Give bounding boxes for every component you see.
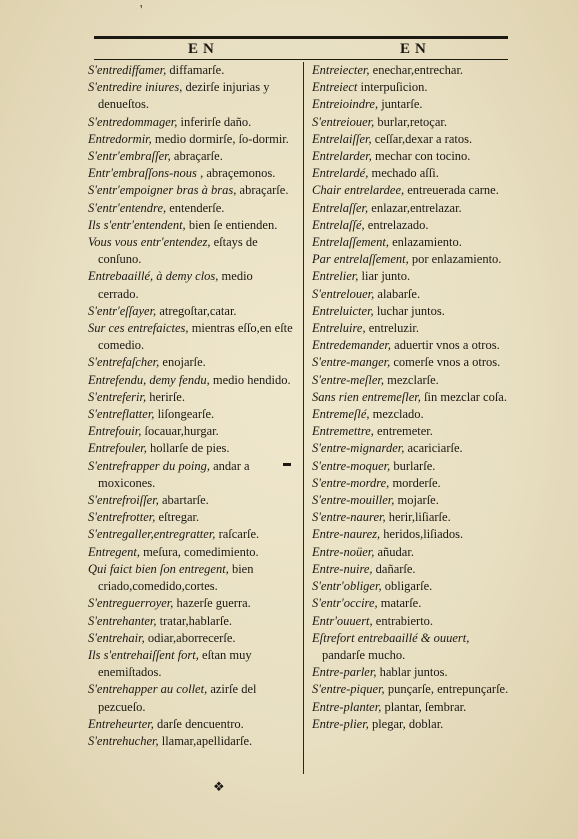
entry-gloss: enlazar,entrelazar. <box>368 200 462 215</box>
entry-gloss: obligarſe. <box>381 579 433 594</box>
dictionary-entry <box>88 440 296 457</box>
entry-term: Entre-naurez, <box>312 527 381 542</box>
entry-term: Entrefouler, <box>88 441 147 456</box>
dictionary-entry <box>88 716 296 733</box>
entry-gloss: entrelazado. <box>364 217 429 232</box>
entry-term: Qui faict bien ſon entregent, <box>88 561 229 576</box>
entry-gloss: odiar,aborrecerſe. <box>144 630 236 645</box>
entry-gloss: eſtays de conſuno. <box>98 235 258 267</box>
entry-term: S'entr'obliger, <box>312 579 382 594</box>
entry-term: Vous vous entr'entendez, <box>88 235 211 250</box>
running-head-right: EN <box>400 41 431 57</box>
entry-term: Entrelier, <box>312 269 359 284</box>
entry-term: S'entredommager, <box>88 114 178 129</box>
dictionary-entry <box>312 492 512 509</box>
dictionary-entry <box>88 148 296 165</box>
dictionary-entry <box>312 423 512 440</box>
entry-term: S'entreguerroyer, <box>88 596 174 611</box>
entry-gloss: matarſe. <box>377 596 422 611</box>
entry-term: Entredemander, <box>312 338 392 353</box>
entry-term: Entrelaſſement, <box>312 235 389 250</box>
entry-term: Eſtrefort entrebaaillé & ouuert, <box>312 630 470 645</box>
entry-gloss: medio cerrado. <box>98 269 253 301</box>
entry-gloss: heridos,liſiados. <box>380 527 464 542</box>
entry-term: Entr'ouuert, <box>312 613 373 628</box>
entry-term: S'entr'occire, <box>312 596 378 611</box>
dictionary-entry <box>312 62 512 79</box>
dictionary-entry <box>88 217 296 234</box>
entry-gloss: liſongearſe. <box>154 407 215 422</box>
dictionary-entry <box>312 681 512 698</box>
entry-gloss: ceſſar,dexar a ratos. <box>371 131 473 146</box>
dictionary-entry <box>88 613 296 630</box>
entry-term: S'entrelouer, <box>312 286 375 301</box>
entry-gloss: entremeter. <box>373 424 433 439</box>
dictionary-entry <box>312 406 512 423</box>
entry-term: S'entr'eſſayer, <box>88 303 157 318</box>
entry-term: S'entr'empoigner bras à bras, <box>88 183 237 198</box>
entry-gloss: medio dormirſe, ſo-dormir. <box>151 131 289 146</box>
entry-term: Entrebaaillé, à demy clos, <box>88 269 219 284</box>
entry-gloss: bien criado,comedido,cortes. <box>98 561 254 594</box>
entry-term: Entrelaſſer, <box>312 200 369 215</box>
entry-term: S'entre-moquer, <box>312 458 391 473</box>
entry-gloss: aduertir vnos a otros. <box>391 338 500 353</box>
dictionary-entry <box>312 544 512 561</box>
dictionary-entry <box>88 182 296 199</box>
entry-gloss: dezirſe injurias y denueſtos. <box>98 80 270 112</box>
entry-term: S'entreferir, <box>88 389 147 404</box>
entry-term: Entre-noüer, <box>312 544 375 559</box>
entry-gloss: enechar,entrechar. <box>369 63 464 77</box>
dictionary-entry <box>88 320 296 354</box>
entry-term: Entremeſlé, <box>312 407 370 422</box>
dictionary-entry <box>88 423 296 440</box>
entry-term: S'entre-naurer, <box>312 510 386 525</box>
dictionary-entry <box>312 458 512 475</box>
dictionary-entry <box>88 733 296 750</box>
dictionary-entry <box>88 595 296 612</box>
entry-term: Entreheurter, <box>88 716 154 731</box>
dictionary-entry <box>312 561 512 578</box>
dictionary-entry <box>312 303 512 320</box>
entry-term: S'entrefroiſſer, <box>88 493 159 508</box>
entry-gloss: hazerſe guerra. <box>173 596 251 611</box>
entry-gloss: luchar juntos. <box>373 303 445 318</box>
dictionary-entry <box>312 595 512 612</box>
entry-term: S'entregaller,entregratter, <box>88 527 216 542</box>
entry-term: Ils s'entrehaiſſent fort, <box>88 647 199 662</box>
dictionary-entry <box>312 337 512 354</box>
entry-gloss: juntarſe. <box>378 97 423 112</box>
dictionary-entry <box>88 544 296 561</box>
entry-gloss: alabarſe. <box>374 286 421 301</box>
entry-gloss: mezclarſe. <box>383 372 439 387</box>
entry-gloss: mojarſe. <box>394 493 439 508</box>
entry-gloss: andar a moxicones. <box>98 458 250 490</box>
dictionary-entry <box>88 165 296 182</box>
dictionary-entry <box>88 561 296 595</box>
entry-term: Entre-planter, <box>312 699 382 714</box>
entry-term: S'entr'embraſſer, <box>88 149 171 164</box>
entry-gloss: comerſe vnos a otros. <box>390 355 501 370</box>
dictionary-entry <box>312 114 512 131</box>
entry-gloss: punçarſe, entrepunçarſe. <box>384 682 509 697</box>
dictionary-entry <box>88 268 296 302</box>
entry-gloss: , abraçemonos. <box>196 166 276 181</box>
entry-gloss: entrabierto. <box>372 613 434 628</box>
dictionary-entry <box>88 458 296 492</box>
entry-term: S'entre-mordre, <box>312 475 390 490</box>
entry-gloss: herir,liſiarſe. <box>385 510 451 525</box>
entry-term: Entre-plier, <box>312 716 369 731</box>
entry-term: S'entr'entendre, <box>88 200 167 215</box>
entry-term: Entrelaſſé, <box>312 217 365 232</box>
entry-term: S'entrehanter, <box>88 613 157 628</box>
entry-term: S'entrediffamer, <box>88 63 167 77</box>
entry-gloss: medio hendido. <box>209 372 291 387</box>
entry-term: Entreluicter, <box>312 303 374 318</box>
entry-gloss: dañarſe. <box>372 561 416 576</box>
entry-term: Entr'embraſſons-nous <box>88 166 197 181</box>
dictionary-entry <box>312 630 512 664</box>
entry-gloss: mechado aſſi. <box>368 166 439 181</box>
entry-gloss: abraçarſe. <box>170 149 223 164</box>
entry-term: Entregent, <box>88 544 140 559</box>
entry-term: S'entrehapper au collet, <box>88 682 208 697</box>
dictionary-entry <box>88 62 296 79</box>
left-column <box>88 62 296 750</box>
entry-gloss: llamar,apellidarſe. <box>158 733 253 748</box>
entry-term: S'entre-piquer, <box>312 682 385 697</box>
entry-gloss: enojarſe. <box>159 355 206 370</box>
entry-term: Entreiect <box>312 80 358 95</box>
entry-gloss: morderſe. <box>389 475 441 490</box>
entry-term: S'entrehair, <box>88 630 145 645</box>
dictionary-entry <box>312 268 512 285</box>
entry-term: S'entreflatter, <box>88 407 155 422</box>
dictionary-entry <box>312 79 512 96</box>
entry-term: Entreiecter, <box>312 63 370 77</box>
dictionary-entry <box>88 389 296 406</box>
entry-gloss: interpuſicion. <box>357 80 428 95</box>
entry-term: Entrefouir, <box>88 424 142 439</box>
dictionary-entry <box>312 389 512 406</box>
dictionary-entry <box>312 578 512 595</box>
entry-gloss: plantar, ſembrar. <box>381 699 467 714</box>
dictionary-entry <box>312 320 512 337</box>
entry-term: Entreluire, <box>312 321 366 336</box>
entry-term: S'entrefrotter, <box>88 510 156 525</box>
entry-gloss: tratar,hablarſe. <box>156 613 233 628</box>
dictionary-entry <box>312 96 512 113</box>
entry-gloss: hollarſe de pies. <box>146 441 230 456</box>
dictionary-entry <box>312 716 512 733</box>
entry-gloss: burlarſe. <box>390 458 436 473</box>
dictionary-entry <box>88 372 296 389</box>
entry-term: Entrefendu, demy fendu, <box>88 372 210 387</box>
entry-gloss: hablar juntos. <box>376 665 448 680</box>
entry-gloss: ſin mezclar coſa. <box>420 389 507 404</box>
dictionary-entry <box>312 200 512 217</box>
dictionary-entry <box>312 131 512 148</box>
entry-gloss: liar junto. <box>358 269 411 284</box>
entry-gloss: abraçarſe. <box>236 183 289 198</box>
dictionary-entry <box>88 492 296 509</box>
entry-gloss: atregoſtar,catar. <box>156 303 237 318</box>
dictionary-entry <box>88 406 296 423</box>
dictionary-entry <box>312 234 512 251</box>
entry-gloss: meſura, comedimiento. <box>139 544 259 559</box>
entry-term: S'entre-meſler, <box>312 372 384 387</box>
dictionary-entry <box>312 613 512 630</box>
column-divider <box>303 62 304 774</box>
entry-term: Ils s'entr'entendent, <box>88 217 186 232</box>
entry-gloss: raſcarſe. <box>215 527 260 542</box>
entry-term: Entredormir, <box>88 131 152 146</box>
entry-term: S'entrefrapper du poing, <box>88 458 210 473</box>
entry-gloss: añudar. <box>374 544 414 559</box>
entry-gloss: inferirſe daño. <box>177 114 252 129</box>
entry-gloss: plegar, doblar. <box>368 716 444 731</box>
entry-gloss: acariciarſe. <box>404 441 463 456</box>
entry-term: Sur ces entrefaictes, <box>88 321 189 336</box>
dictionary-entry <box>88 630 296 647</box>
dictionary-entry <box>88 509 296 526</box>
entry-gloss: diffamarſe. <box>166 63 225 77</box>
entry-gloss: entreuerada carne. <box>404 183 499 198</box>
dictionary-entry <box>88 526 296 543</box>
entry-gloss: pandarſe mucho. <box>322 647 406 662</box>
entry-gloss: herirſe. <box>146 389 185 404</box>
entry-gloss: entenderſe. <box>166 200 225 215</box>
dictionary-entry <box>312 475 512 492</box>
entry-term: Entremettre, <box>312 424 374 439</box>
right-column <box>312 62 512 733</box>
footer-ornament: ❖ <box>213 779 225 794</box>
entry-term: S'entreiouer, <box>312 114 375 129</box>
dictionary-entry <box>312 509 512 526</box>
running-head-left: EN <box>188 41 219 57</box>
entry-term: Entreioindre, <box>312 97 379 112</box>
entry-term: S'entrefaſcher, <box>88 355 160 370</box>
entry-term: S'entrehucher, <box>88 733 159 748</box>
dictionary-entry <box>312 148 512 165</box>
entry-gloss: entreluzir. <box>365 321 420 336</box>
dictionary-entry <box>88 131 296 148</box>
dictionary-entry <box>312 664 512 681</box>
entry-gloss: azirſe del pezcueſo. <box>98 682 257 714</box>
entry-term: Entrelardé, <box>312 166 369 181</box>
entry-term: Entre-nuire, <box>312 561 373 576</box>
entry-gloss: por enlazamiento. <box>408 252 502 267</box>
entry-gloss: burlar,retoçar. <box>374 114 448 129</box>
entry-gloss: enlazamiento. <box>388 235 462 250</box>
dictionary-entry <box>88 354 296 371</box>
entry-term: Entrelaiſſer, <box>312 131 372 146</box>
dictionary-entry <box>312 372 512 389</box>
entry-gloss: mientras eſſo,en eſte comedio. <box>98 321 293 353</box>
header-rule-bottom <box>94 59 508 60</box>
dictionary-entry <box>88 647 296 681</box>
dictionary-entry <box>312 217 512 234</box>
entry-gloss: bien ſe entienden. <box>185 217 278 232</box>
page-mark: ' <box>140 3 143 18</box>
entry-term: S'entre-manger, <box>312 355 391 370</box>
dictionary-entry <box>312 526 512 543</box>
entry-gloss: mechar con tocino. <box>371 149 471 164</box>
dictionary-entry <box>312 699 512 716</box>
dictionary-entry <box>312 286 512 303</box>
dictionary-entry <box>88 200 296 217</box>
dictionary-entry <box>88 114 296 131</box>
entry-gloss: mezclado. <box>369 407 424 422</box>
dictionary-entry <box>88 303 296 320</box>
dictionary-entry <box>88 79 296 113</box>
dictionary-entry <box>312 354 512 371</box>
entry-term: S'entre-mignarder, <box>312 441 405 456</box>
dictionary-entry <box>312 165 512 182</box>
entry-term: Par entrelaſſement, <box>312 252 409 267</box>
entry-gloss: darſe dencuentro. <box>153 716 244 731</box>
header-rule-top <box>94 36 508 39</box>
dictionary-entry <box>312 251 512 268</box>
entry-term: Entre-parler, <box>312 665 377 680</box>
entry-gloss: eſtregar. <box>155 510 200 525</box>
dictionary-entry <box>88 234 296 268</box>
entry-gloss: abartarſe. <box>158 493 209 508</box>
entry-gloss: eſtan muy enemiſtados. <box>98 647 252 680</box>
entry-term: Chair entrelardee, <box>312 183 405 198</box>
dictionary-entry <box>88 681 296 715</box>
entry-term: Entrelarder, <box>312 149 372 164</box>
entry-term: S'entre-mouiller, <box>312 493 395 508</box>
entry-gloss: ſocauar,hurgar. <box>141 424 219 439</box>
entry-term: S'entredire iniures, <box>88 80 183 95</box>
dictionary-entry <box>312 182 512 199</box>
dictionary-entry <box>312 440 512 457</box>
entry-term: Sans rien entremeſler, <box>312 389 421 404</box>
